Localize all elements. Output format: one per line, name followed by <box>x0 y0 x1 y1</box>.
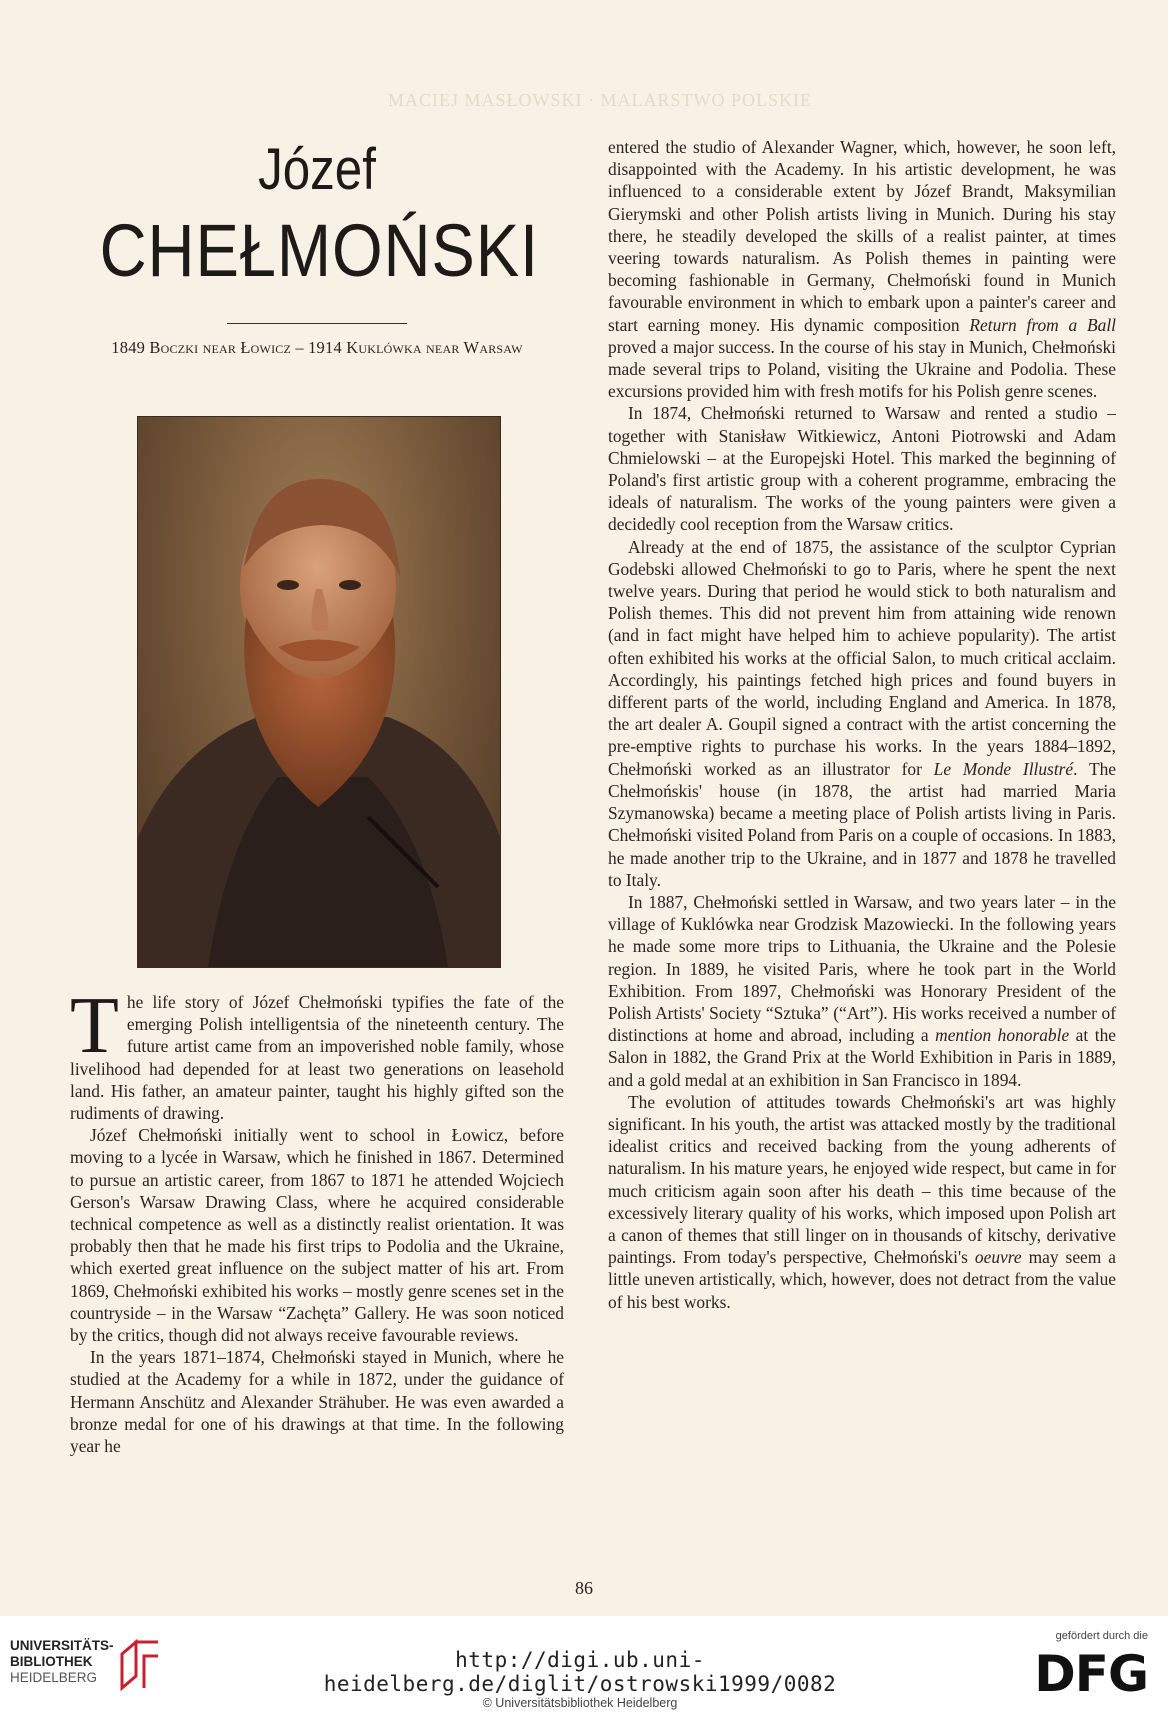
paragraph: Józef Chełmoński initially went to school in Łowicz, before moving to a lycée in Warsaw, which he finished in 1867. Determined to pursue an artistic career, from 1867 to 1871 he attended Wojciech Gerson's Warsaw Drawing Class, where he acquired considerable technical competence as well as a distinctly realist orientation. It was probably then that he made his first trips to Podolia and the Ukraine, which exerted great influence on the subject matter of his art. From 1869, Chełmoński exhibited his works – mostly genre scenes set in the countryside – in the Warsaw “Zachęta” Gallery. He was soon noticed by the critics, though did not always receive favourable reviews. <box>70 1125 564 1346</box>
paragraph: In 1887, Chełmoński settled in Warsaw, and two years later – in the village of Kuklówka near Grodzisk Mazowiecki. In the following years he made some more trips to Lithuania, the Ukraine and the Polesie region. In 1889, he visited Paris, where he took part in the World Exhibition. From 1897, Chełmoński was Honorary President of the Polish Artists' Society “Sztuka” (“Art”). His works received a number of distinctions at home and abroad, including a mention honorable at the Salon in 1882, the Grand Prix at the World Exhibition in Paris in 1889, and a gold medal at an exhibition in San Francisco in 1894. <box>608 891 1116 1090</box>
document-url-link[interactable]: http://digi.ub.uni-heidelberg.de/diglit/ostrowski1999/0082 <box>323 1648 837 1696</box>
paragraph: In the years 1871–1874, Chełmoński stayed in Munich, where he studied at the Academy for a while in 1872, under the guidance of Hermann Anschütz and Alexander Strähuber. He was even awarded a bronze medal for one of his drawings at that time. In the following year he <box>70 1347 564 1457</box>
life-dates: 1849 Boczki near Łowicz – 1914 Kuklówka near Warsaw <box>111 338 523 357</box>
page-number: 86 <box>575 1578 593 1598</box>
library-logo-icon <box>114 1636 166 1696</box>
left-column-text <box>70 982 564 1457</box>
paragraph: entered the studio of Alexander Wagner, which, however, he soon left, disappointed with the Academy. In his artistic development, he was influenced to a considerable extent by Józef Brandt, Maksymilian Gierymski and other Polish artists living in Munich. During his stay there, he steadily developed the skills of a realist painter, at times veering towards naturalism. As Polish themes in painting were becoming fashionable in Germany, Chełmoński found in Munich favourable environment in which to embark upon a painter's career and start earning money. His dynamic composition Return from a Ball proved a major success. In the course of his stay in Munich, Chełmoński made several trips to Poland, visiting the Ukraine and Podolia. These excursions provided him with fresh motifs for his Polish genre scenes. <box>608 137 1116 402</box>
paragraph: Already at the end of 1875, the assistance of the sculptor Cyprian Godebski allowed Chełmoński to go to Paris, where he spent the next twelve years. During that period he would stick to both naturalism and Polish themes. This did not prevent him from attaining wide renown (and in fact might have helped him to achieve popularity). The artist often exhibited his works at the official Salon, to much critical acclaim. Accordingly, his paintings fetched high prices and found buyers in different parts of the world, including England and America. In 1878, the art dealer A. Goupil signed a contract with the artist concerning the pre-emptive rights to purchase his works. In the years 1884–1892, Chełmoński worked as an illustrator for Le Monde Illustré. The Chełmońskis' house (in 1878, the artist had married Maria Szymanowska) became a meeting place of Polish artists living in Paris. Chełmoński visited Poland from Paris on a couple of occasions. In 1883, he made another trip to the Ukraine, and in 1877 and 1878 he travelled to Italy. <box>608 536 1116 890</box>
title-last-name: CHEŁMOŃSKI <box>99 209 540 292</box>
title-block <box>70 135 564 358</box>
paragraph: The life story of Józef Chełmoński typifies the fate of the emerging Polish intelligentsia of the nineteenth century. The future artist came from an impoverished noble family, whose livelihood had depended for at least two generations on leasehold land. His father, an amateur painter, taught his highly gifted son the rudiments of drawing. <box>70 982 564 1124</box>
portrait-image <box>138 417 500 967</box>
drop-cap: T <box>70 982 119 1070</box>
title-divider <box>227 323 407 324</box>
running-head: MACIEJ MASŁOWSKI · MALARSTWO POLSKIE <box>387 90 812 110</box>
footer-bar <box>0 1616 1168 1724</box>
paragraph: The evolution of attitudes towards Chełmoński's art was highly significant. In his youth, the artist was attacked mostly by the traditional idealist critics and received backing from the young adherents of naturalism. In his mature years, he enjoyed wide respect, but came in for much criticism again soon after his death – this time because of the excessively literary quality of his works, which imposed upon Polish art a canon of themes that still linger on in thousands of kitschy, derivative paintings. From today's perspective, Chełmoński's oeuvre may seem a little uneven artistically, which, however, does not detract from the value of his best works. <box>608 1091 1117 1312</box>
right-column-text <box>608 136 1116 1313</box>
portrait-painting <box>138 417 500 967</box>
copyright-text: © Universitätsbibliothek Heidelberg <box>482 1696 678 1710</box>
funding-label: gefördert durch die <box>1055 1630 1148 1642</box>
paragraph: In 1874, Chełmoński returned to Warsaw and rented a studio – together with Stanisław Witkiewicz, Antoni Piotrowski and Adam Chmielowski – at the Europejski Hotel. This marked the beginning of Poland's first artistic group with a coherent programme, embracing the ideals of naturalism. The works of the young painters were given a decidedly cool reception from the Warsaw critics. <box>608 403 1116 535</box>
library-name: UNIVERSITÄTS- BIBLIOTHEK HEIDELBERG <box>10 1638 114 1685</box>
title-first-name: Józef <box>258 137 376 202</box>
dfg-logo: DFG <box>1034 1645 1148 1703</box>
